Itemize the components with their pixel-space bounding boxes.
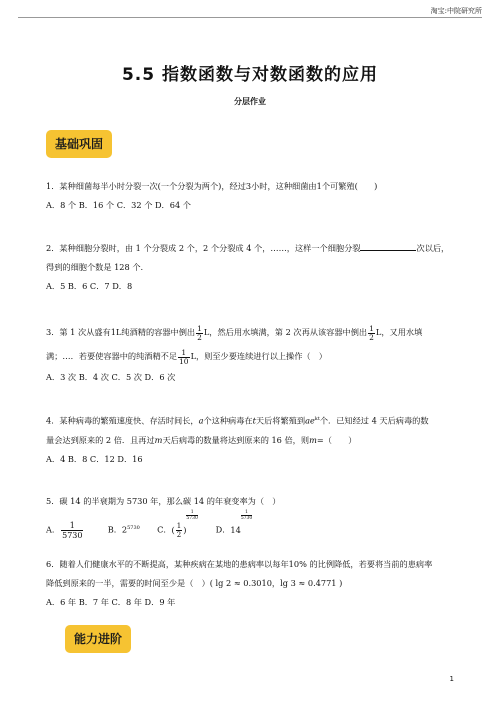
fraction-half: $\frac{1}{2}$	[197, 323, 202, 342]
question-3-options: A．3 次 B．4 次 C．5 次 D．6 次	[46, 372, 176, 382]
option-a-label: A．	[46, 524, 61, 535]
section-basic-badge: 基础巩固	[46, 130, 112, 158]
option-b-exponent: 5730	[127, 525, 140, 531]
question-4-text: =（ ）	[316, 434, 357, 445]
option-b-base: 2	[121, 524, 128, 535]
question-3-part-5: L，则至少要连续进行以上操作（ ）	[190, 351, 327, 361]
page-subtitle: 分层作业	[234, 97, 266, 106]
question-5-options	[46, 509, 460, 545]
option-b-label: B．	[107, 524, 122, 535]
question-6	[46, 555, 460, 612]
answer-blank	[360, 241, 416, 251]
expr-exponent: kt	[314, 416, 320, 422]
header-brand: 淘宝:中院研究所	[430, 7, 482, 15]
option-d-expression: 14 1 5730	[230, 509, 253, 535]
question-2-stem-a: 2．某种细胞分裂时，由 1 个分裂成 2 个，2 个分裂成 4 个，……，这样一个细胞分裂	[46, 243, 361, 253]
question-4-text: 个．已知经过 4 天后病毒的数	[319, 415, 429, 426]
question-4-text: 天后病毒的数量将达到原来的 16 倍，则	[162, 434, 310, 445]
question-4-text: 量会达到原来的 2 倍．且再过	[46, 434, 155, 445]
question-3	[46, 320, 460, 387]
option-a-fraction: $\frac{1}{5730}$	[62, 521, 83, 541]
expr-ae: ae	[305, 415, 315, 426]
question-4	[46, 410, 460, 469]
page-number: 1	[449, 675, 454, 683]
question-6-options: A．6 年 B．7 年 C．8 年 D．9 年	[46, 597, 176, 607]
question-4-text: 4．某种病毒的繁殖速度快、存活时间长，	[46, 415, 199, 426]
fraction-tenth: $\frac{1}{10}$	[179, 347, 189, 366]
question-3-part-3: L，又用水填	[375, 327, 423, 337]
header-divider	[18, 17, 482, 18]
question-4-options: A．4 B．8 C．12 D．16	[46, 453, 143, 464]
fraction-half: $\frac{1}{2}$	[369, 323, 374, 342]
question-2	[46, 239, 460, 296]
question-3-part-2: L，然后用水填满，第 2 次再从该容器中倒出	[203, 327, 368, 337]
var-t: t	[252, 415, 256, 426]
var-a: a	[198, 415, 204, 426]
question-1-options: A．8 个 B．16 个 C．32 个 D．64 个	[46, 200, 191, 210]
question-5	[46, 492, 460, 545]
var-m: m	[309, 434, 317, 445]
question-6-line-2: 降低到原来的一半，需要的时间至少是（ ）( lg 2 ≈ 0.3010，lg 3 ≈ 0.4771 )	[46, 578, 343, 588]
question-1	[46, 177, 460, 215]
question-2-options: A．5 B．6 C．7 D．8	[46, 281, 133, 291]
var-m: m	[154, 434, 163, 445]
option-c-expression: ( $\frac{1}{2}$ ) 1 5730	[171, 509, 198, 540]
question-1-stem: 1．某种细菌每半小时分裂一次(一个分裂为两个)，经过3小时，这种细菌由1个可繁殖( )	[46, 181, 378, 191]
question-4-text: 个这种病毒在	[203, 415, 253, 426]
option-c-label: C．	[157, 524, 172, 535]
question-5-stem: 5．碳 14 的半衰期为 5730 年，那么碳 14 的年衰变率为（ ）	[46, 496, 281, 506]
option-d-label: D．	[215, 524, 231, 535]
question-2-stem-b: 次以后，	[416, 243, 450, 253]
question-3-part-4: 满；…．若要使容器中的纯酒精不足	[46, 351, 178, 361]
section-advanced-badge: 能力进阶	[65, 625, 131, 653]
page-title: 5.5 指数函数与对数函数的应用	[121, 65, 379, 85]
question-3-part-1: 3．第 1 次从盛有1L纯酒精的容器中倒出	[46, 327, 196, 337]
question-2-stem-c: 得到的细胞个数是 128 个.	[46, 262, 144, 272]
question-4-text: 天后将繁殖到	[255, 415, 306, 426]
question-6-line-1: 6．随着人们健康水平的不断提高，某种疾病在某地的患病率以每年10% 的比例降低，若要将当前的患病率	[46, 559, 433, 569]
